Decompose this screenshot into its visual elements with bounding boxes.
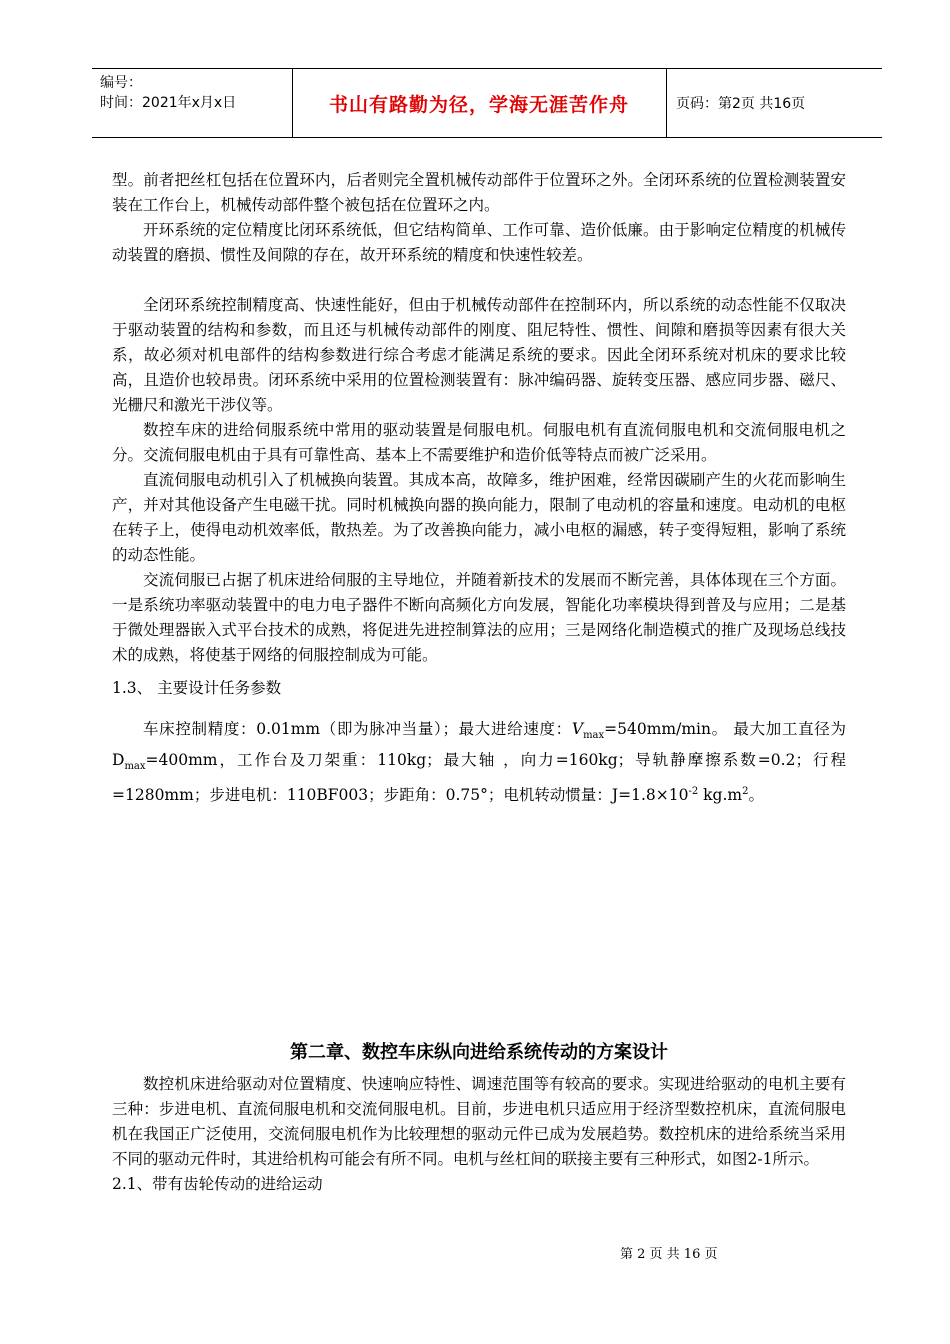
blank-line [112, 268, 846, 293]
section-heading: 1.3、 主要设计任务参数 [112, 679, 282, 697]
section-heading: 2.1、带有齿轮传动的进给运动 [112, 1175, 323, 1193]
params-paragraph: 车床控制精度：0.01mm（即为脉冲当量）；最大进给速度：$V_{max}=540mm/\min$。 最大加工直径为$D_{max}=400mm$，工作台及刀架重：110kg；最大轴 ，向力=160kg；导轨静摩擦系数=0.2；行程=1280mm；步进电机：110BF003；步距角：0.75°；电机转动惯量：$J=1.8\times 10^{-2}$ $kg.m^2$。 [112, 720, 846, 805]
paragraph: 全闭环系统控制精度高、快速性能好，但由于机械传动部件在控制环内，所以系统的动态性能不仅取决于驱动装置的结构和参数，而且还与机械传动部件的刚度、阻尼特性、惯性、间隙和磨损等因素有很大关系，故必须对机电部件的结构参数进行综合考虑才能满足系统的要求。因此全闭环系统对机床的要求比较高，且造价也较昂贵。闭环系统中采用的位置检测装置有：脉冲编码器、旋转变压器、感应同步器、磁尺、光栅尺和激光干涉仪等。 [112, 296, 846, 414]
body-text [112, 168, 846, 808]
page-header [92, 68, 882, 138]
paragraph: 直流伺服电动机引入了机械换向装置。其成本高，故障多，维护困难，经常因碳刷产生的火花而影响生产，并对其他设备产生电磁干扰。同时机械换向器的换向能力，限制了电动机的容量和速度。电动机的电枢在转子上，使得电动机效率低，散热差。为了改善换向能力，减小电枢的漏感，转子变得短粗，影响了系统的动态性能。 [112, 471, 846, 564]
header-motto: 书山有路勤为径，学海无涯苦作舟 [328, 93, 629, 116]
serial-label: 编号： [100, 75, 142, 91]
page-footer: 第 2 页 共 16 页 [620, 1247, 718, 1262]
paragraph: 型。前者把丝杠包括在位置环内，后者则完全置机械传动部件于位置环之外。全闭环系统的位置检测装置安装在工作台上，机械传动部件整个被包括在位置环之内。 [112, 171, 846, 214]
header-page-info: 页码：第2页 共16页 [676, 96, 806, 112]
paragraph: 数控机床进给驱动对位置精度、快速响应特性、调速范围等有较高的要求。实现进给驱动的电机主要有三种：步进电机、直流伺服电机和交流伺服电机。目前，步进电机只适应用于经济型数控机床，直流伺服电机在我国正广泛使用，交流伺服电机作为比较理想的驱动元件已成为发展趋势。数控机床的进给系统当采用不同的驱动元件时，其进给机构可能会有所不同。电机与丝杠间的联接主要有三种形式，如图2-1所示。 [112, 1075, 846, 1168]
paragraph: 交流伺服已占据了机床进给伺服的主导地位，并随着新技术的发展而不断完善，具体体现在三个方面。一是系统功率驱动装置中的电力电子器件不断向高频化方向发展，智能化功率模块得到普及与应用；二是基于微处理器嵌入式平台技术的成熟，将促进先进控制算法的应用；三是网络化制造模式的推广及现场总线技术的成熟，将使基于网络的伺服控制成为可能。 [112, 571, 846, 664]
header-divider [666, 69, 667, 137]
chapter-title: 第二章、数控车床纵向进给系统传动的方案设计 [290, 1042, 668, 1063]
paragraph: 数控车床的进给伺服系统中常用的驱动装置是伺服电机。伺服电机有直流伺服电机和交流伺服电机之分。交流伺服电机由于具有可靠性高、基本上不需要维护和造价低等特点而被广泛采用。 [112, 421, 846, 464]
chapter-body [112, 1072, 846, 1197]
paragraph: 开环系统的定位精度比闭环系统低，但它结构简单、工作可靠、造价低廉。由于影响定位精度的机械传动装置的磨损、惯性及间隙的存在，故开环系统的精度和快速性较差。 [112, 221, 846, 264]
time-label: 时间：2021年x月x日 [100, 95, 237, 111]
header-meta [100, 73, 290, 113]
